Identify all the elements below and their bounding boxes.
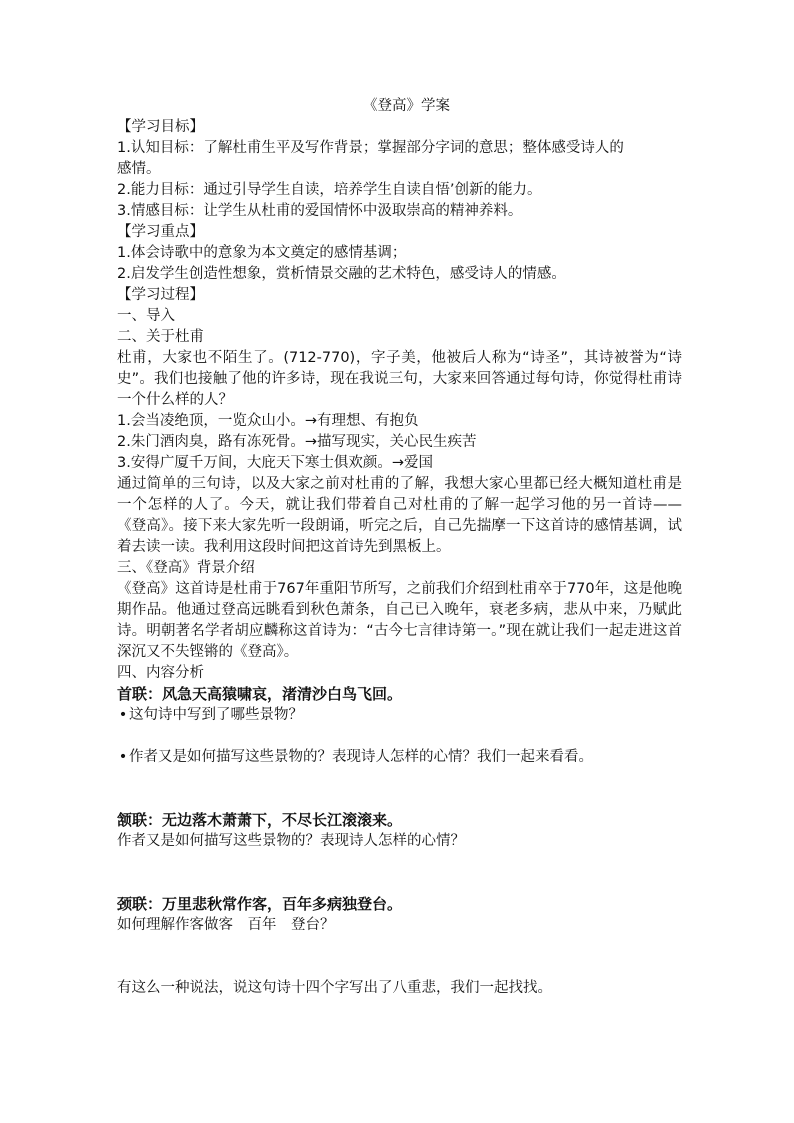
- jinglian-question: 如何理解作客做客 百年 登台？: [117, 917, 335, 933]
- focus-item: 2.启发学生创造性想象，赏析情景交融的艺术特色，感受诗人的情感。: [117, 266, 566, 282]
- section-analysis: 四、内容分析: [117, 665, 204, 681]
- hanlian-couplet: 颔联：无边落木萧萧下，不尽长江滚滚来。: [117, 811, 403, 829]
- poem-line-item: 3.安得广厦千万间，大庇天下寒士俱欢颜。→爱国: [117, 455, 433, 471]
- jinglian-couplet: 颈联：万里悲秋常作客，百年多病独登台。: [117, 895, 403, 913]
- question-text: 作者又是如何描写这些景物的？表现诗人怎样的心情？我们一起来看看。: [129, 749, 593, 765]
- page-title: 《登高》学案: [363, 98, 450, 114]
- goal-item: 感情。: [117, 161, 161, 177]
- blank-space: [117, 768, 682, 810]
- poem-line-item: 2.朱门酒肉臭，路有冻死骨。→描写现实，关心民生疾苦: [117, 434, 477, 450]
- shoulian-couplet: 首联：风急天高猿啸哀，渚清沙白鸟飞回。: [117, 685, 403, 703]
- document-page: [117, 96, 682, 999]
- focus-heading: 【学习重点】: [117, 224, 204, 240]
- about-dufu-paragraph: 杜甫，大家也不陌生了。(712-770)，字子美，他被后人称为“诗圣”，其诗被誉为“诗史”。我们也接触了他的许多诗，现在我说三句，大家来回答通过每句诗，你觉得杜甫诗一个什么样的人？: [117, 350, 682, 408]
- goal-item: 2.能力目标：通过引导学生自读，培养学生自读自悟’创新的能力。: [117, 182, 542, 198]
- bullet-icon: •: [118, 749, 128, 765]
- shoulian-question: [117, 705, 682, 726]
- shoulian-question: [117, 747, 682, 768]
- goals-heading: 【学习目标】: [117, 119, 204, 135]
- poem-line-item: 1.会当凌绝顶，一览众山小。→有理想、有抱负: [117, 413, 419, 429]
- final-prompt: 有这么一种说法，说这句诗十四个字写出了八重悲，我们一起找找。: [117, 980, 552, 996]
- background-paragraph: 《登高》这首诗是杜甫于767年重阳节所写，之前我们介绍到杜甫卒于770年，这是他晚期作品。他通过登高远眺看到秋色萧条，自己已入晚年，衰老多病，悲从中来，乃赋此诗。明朝著名学者胡应麟称这首诗为：“古今七言律诗第一。”现在就让我们一起走进这首深沉又不失铿锵的《登高》。: [117, 581, 682, 660]
- goal-item: 3.情感目标：让学生从杜甫的爱国情怀中汲取崇高的精神养料。: [117, 203, 523, 219]
- blank-space: [117, 852, 682, 894]
- hanlian-question: 作者又是如何描写这些景物的？表现诗人怎样的心情？: [117, 833, 465, 849]
- goal-item: 1.认知目标：了解杜甫生平及写作背景；掌握部分字词的意思；整体感受诗人的: [117, 140, 624, 156]
- section-about-dufu: 二、关于杜甫: [117, 329, 204, 345]
- question-text: 这句诗中写到了哪些景物？: [129, 707, 303, 723]
- focus-item: 1.体会诗歌中的意象为本文奠定的感情基调；: [117, 245, 407, 261]
- section-intro: 一、导入: [117, 308, 175, 324]
- blank-space: [117, 726, 682, 747]
- bullet-icon: •: [118, 707, 128, 723]
- process-heading: 【学习过程】: [117, 287, 204, 303]
- transition-paragraph: 通过简单的三句诗，以及大家之前对杜甫的了解，我想大家心里都已经大概知道杜甫是一个怎样的人了。今天，就让我们带着自己对杜甫的了解一起学习他的另一首诗——《登高》。接下来大家先听一段朗诵，听完之后，自己先揣摩一下这首诗的感情基调，试着去读一读。我利用这段时间把这首诗先到黑板上。: [117, 476, 682, 555]
- section-background: 三、《登高》背景介绍: [117, 560, 255, 576]
- blank-space: [117, 936, 682, 978]
